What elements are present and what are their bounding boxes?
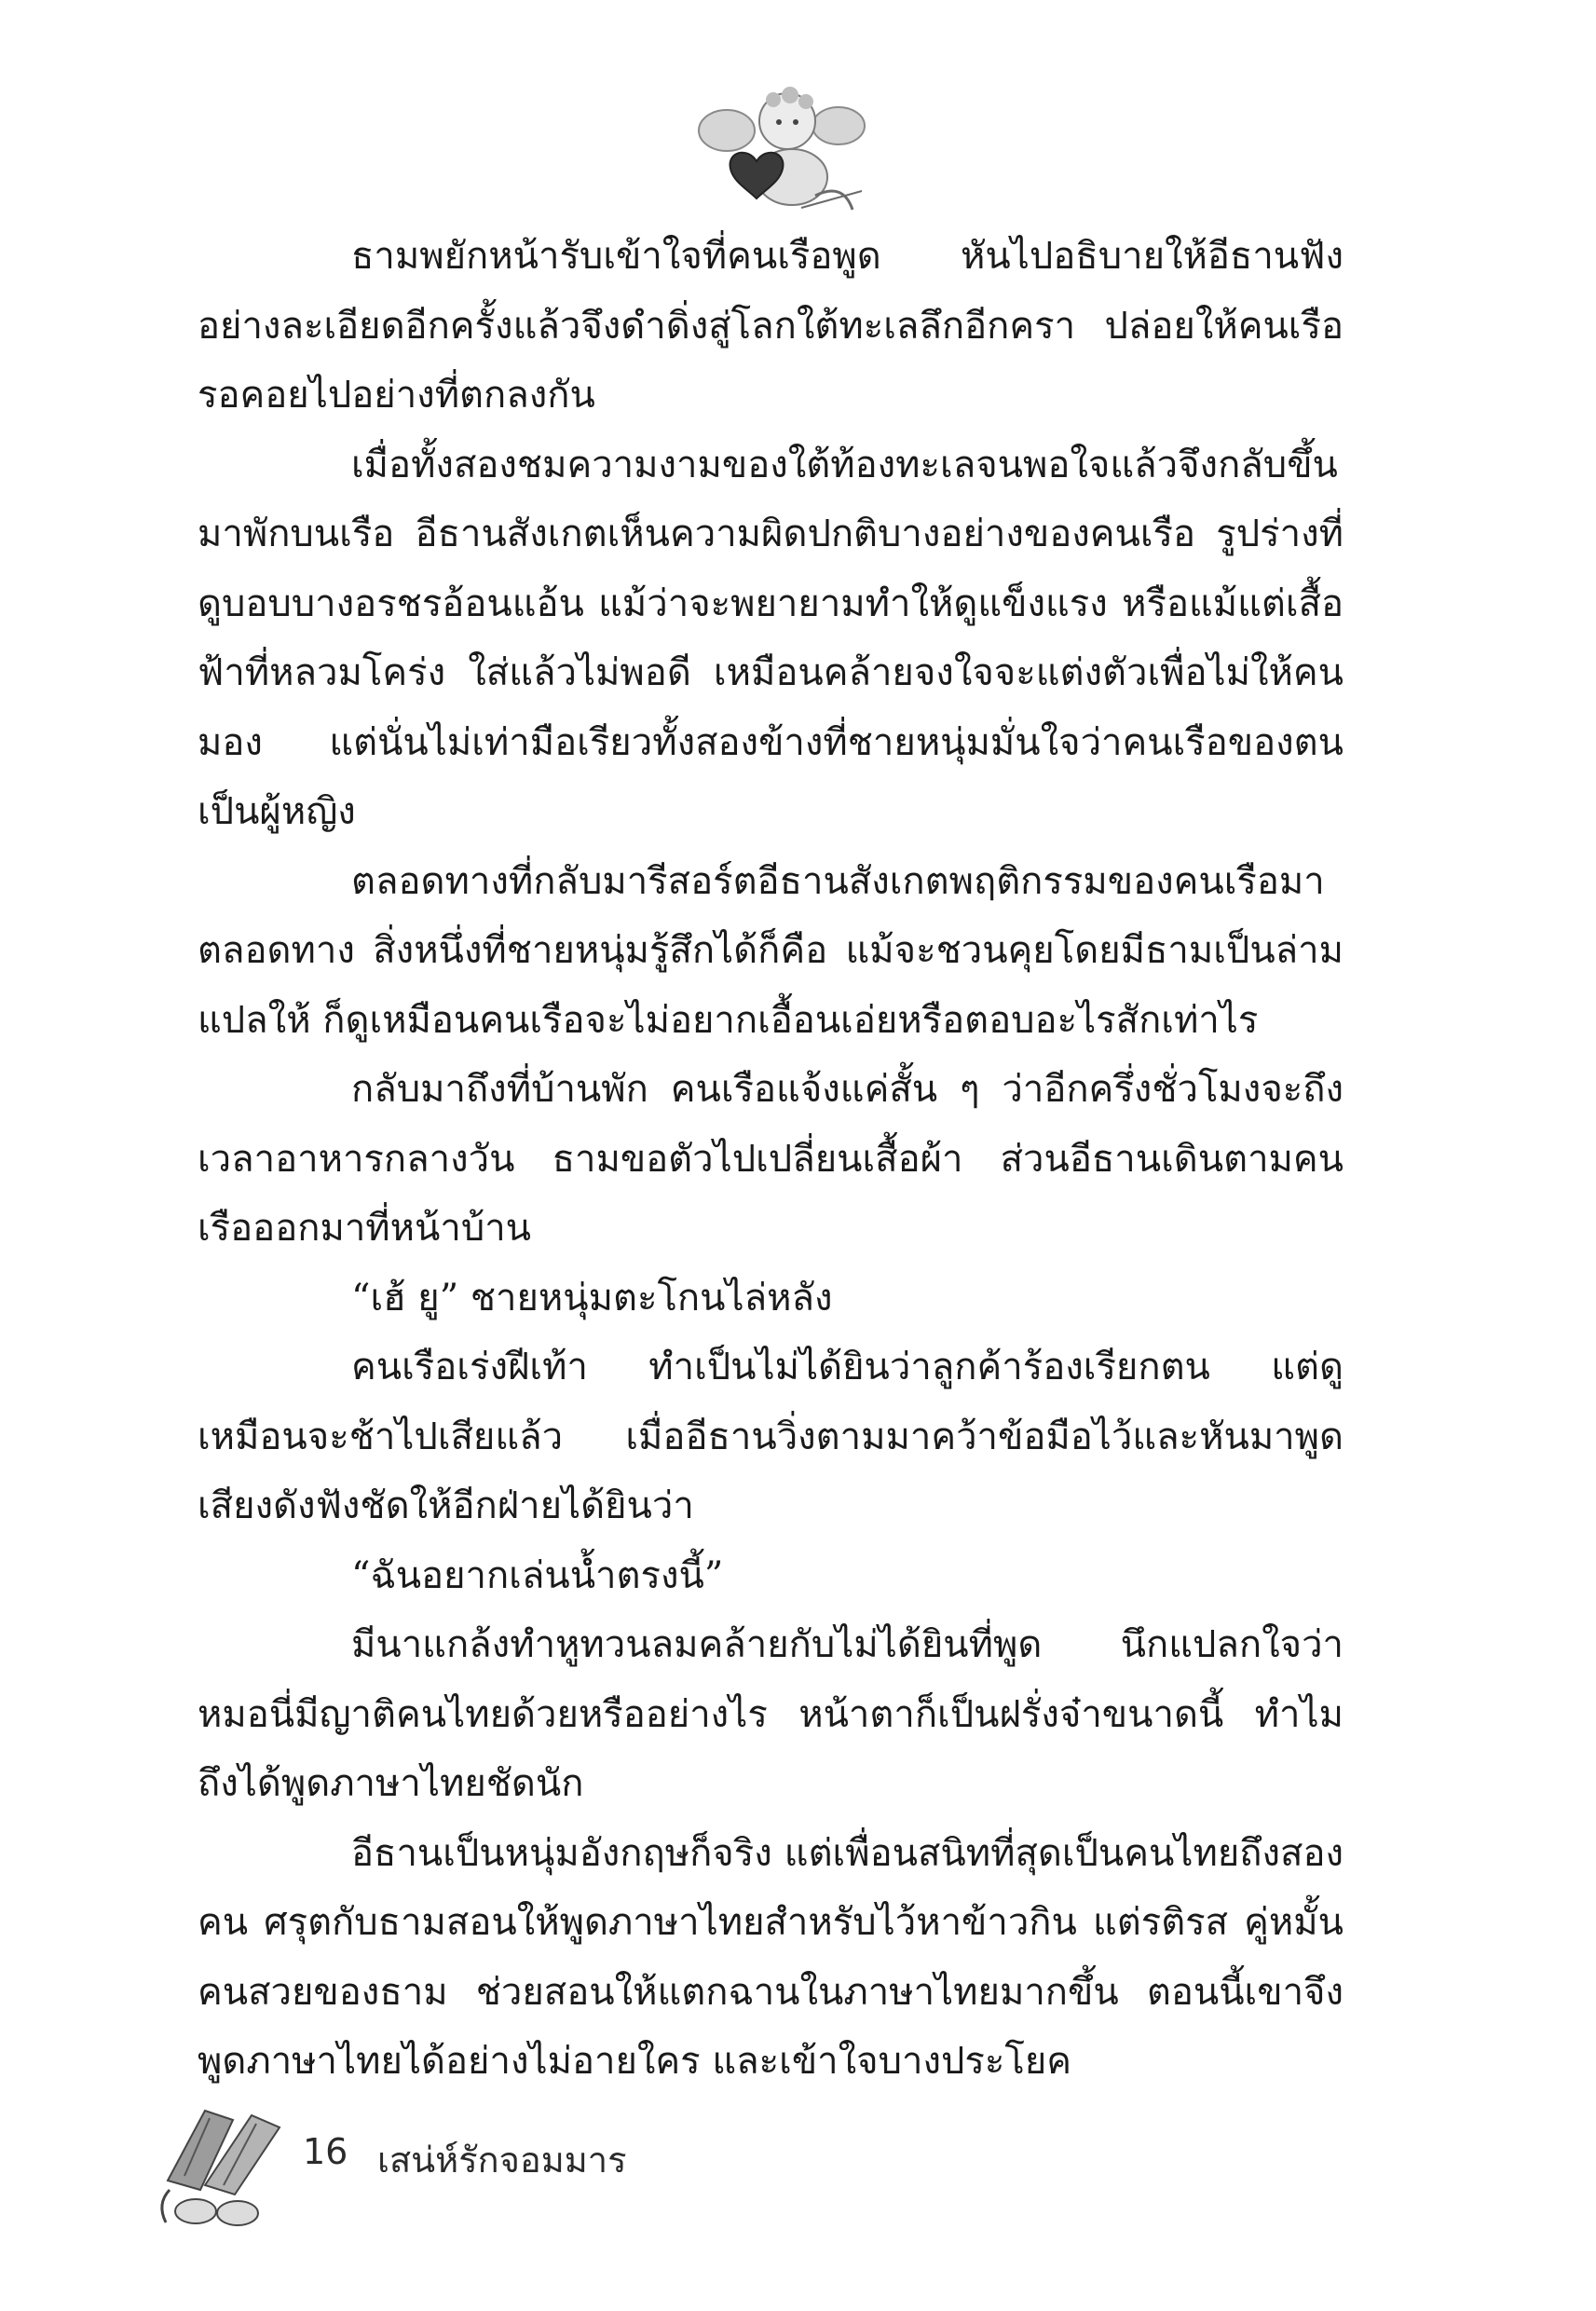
book-title: เสน่ห์รักจอมมาร — [377, 2140, 627, 2181]
paragraph: มีนาแกล้งทำหูทวนลมคล้ายกับไม่ได้ยินที่พูด นึกแปลกใจว่าหมอนี่มีญาติคนไทยด้วยหรืออย่างไร หน้าตาก็เป็นฝรั่งจ๋าขนาดนี้ ทำไมถึงได้พูดภาษาไทยชัดนัก — [198, 1623, 1344, 1805]
page-footer — [149, 2101, 801, 2232]
paragraph: กลับมาถึงที่บ้านพัก คนเรือแจ้งแค่สั้น ๆ ว่าอีกครึ่งชั่วโมงจะถึงเวลาอาหารกลางวัน ธามขอตัวไปเปลี่ยนเสื้อผ้า ส่วนอีธานเดินตามคนเรือออกมาที่หน้าบ้าน — [198, 1068, 1344, 1250]
snorkel-fins-icon — [149, 2101, 307, 2232]
paragraph: ธามพยักหน้ารับเข้าใจที่คนเรือพูด หันไปอธิบายให้อีธานฟังอย่างละเอียดอีกครั้งแล้วจึงดำดิ่งสู่โลกใต้ทะเลลึกอีกครา ปล่อยให้คนเรือรอคอยไปอย่างที่ตกลงกัน — [198, 235, 1344, 417]
page-number: 16 — [303, 2131, 348, 2172]
dialogue-line: “เฮ้ ยู” ชายหนุ่มตะโกนไล่หลัง — [351, 1276, 833, 1320]
paragraph: ตลอดทางที่กลับมารีสอร์ตอีธานสังเกตพฤติกรรมของคนเรือมาตลอดทาง สิ่งหนึ่งที่ชายหนุ่มรู้สึกได้ก็คือ แม้จะชวนคุยโดยมีธามเป็นล่ามแปลให้ ก็ดูเหมือนคนเรือจะไม่อยากเอื้อนเอ่ยหรือตอบอะไรสักเท่าไร — [198, 859, 1344, 1042]
dialogue-line: “ฉันอยากเล่นน้ำตรงนี้” — [351, 1553, 724, 1597]
paragraph: อีธานเป็นหนุ่มอังกฤษก็จริง แต่เพื่อนสนิทที่สุดเป็นคนไทยถึงสองคน ศรุตกับธามสอนให้พูดภาษาไทยสำหรับไว้หาข้าวกิน แต่รติรส คู่หมั้นคนสวยของธาม ช่วยสอนให้แตกฉานในภาษาไทยมากขึ้น ตอนนี้เขาจึงพูดภาษาไทยได้อย่างไม่อายใคร และเข้าใจบางประโยค — [198, 1831, 1344, 2083]
cupid-with-heart-icon — [689, 79, 876, 219]
paragraph: เมื่อทั้งสองชมความงามของใต้ท้องทะเลจนพอใจแล้วจึงกลับขึ้นมาพักบนเรือ อีธานสังเกตเห็นความผิดปกติบางอย่างของคนเรือ รูปร่างที่ดูบอบบางอรชรอ้อนแอ้น แม้ว่าจะพยายามทำให้ดูแข็งแรง หรือแม้แต่เสื้อฟ้าที่หลวมโคร่ง ใส่แล้วไม่พอดี เหมือนคล้ายจงใจจะแต่งตัวเพื่อไม่ให้คนมอง แต่นั่นไม่เท่ามือเรียวทั้งสองข้างที่ชายหนุ่มมั่นใจว่าคนเรือของตนเป็นผู้หญิง — [198, 443, 1344, 833]
body-text — [198, 222, 1344, 2097]
paragraph: คนเรือเร่งฝีเท้า ทำเป็นไม่ได้ยินว่าลูกค้าร้องเรียกตน แต่ดูเหมือนจะช้าไปเสียแล้ว เมื่ออีธานวิ่งตามมาคว้าข้อมือไว้และหันมาพูดเสียงดังฟังชัดให้อีกฝ่ายได้ยินว่า — [198, 1346, 1344, 1527]
